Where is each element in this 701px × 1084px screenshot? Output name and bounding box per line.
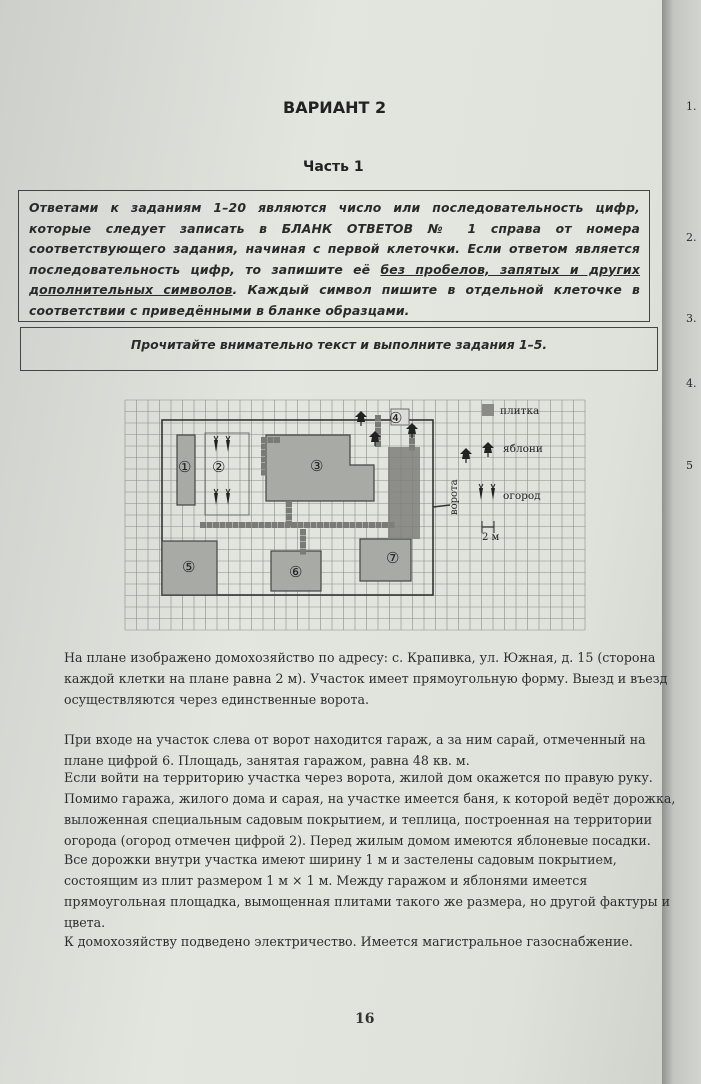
page-number: 16 — [355, 1011, 375, 1027]
paragraph-5: К домохозяйству подведено электричество. Имеется магистральное газоснабжение. — [64, 934, 633, 949]
part-title: Часть 1 — [303, 159, 364, 175]
label-5: ⑤ — [182, 558, 196, 576]
instructions-text: Ответами к заданиям 1–20 являются число или последовательность цифр, которые следует записать в БЛАНК ОТВЕТОВ № 1 справа от номера соответствующего задания, начиная с первой клеточки. Если ответом является последовательность цифр, то запишите её без пробелов, запятых и других дополнительных символов. Каждый символ пишите в отдельной клеточке в соответствии с приведёнными в бланке образцами. — [29, 200, 640, 318]
legend-tile-swatch — [482, 404, 494, 416]
label-3: ③ — [310, 457, 324, 475]
paved-area — [388, 447, 420, 539]
label-2: ② — [212, 458, 226, 476]
side-number-4: 4. — [686, 377, 697, 390]
side-number-1: 1. — [686, 100, 697, 113]
gate-label: ворота — [449, 479, 460, 515]
instructions-box — [18, 190, 650, 322]
legend-apple: яблони — [503, 443, 543, 455]
paragraph-4: Все дорожки внутри участка имеют ширину 1 м и застелены садовым покрытием, состоящим из плит размером 1 м × 1 м. Между гаражом и яблонями имеется прямоугольная площадка, вымощенная плитами такого же размера, но другой фактуры и цвета. — [64, 852, 671, 930]
legend-tiles: плитка — [500, 405, 540, 417]
site-plan — [120, 395, 590, 635]
task-header: Прочитайте внимательно текст и выполните задания 1–5. — [130, 337, 548, 352]
paragraph-2: При входе на участок слева от ворот находится гараж, а за ним сарай, отмеченный на плане цифрой 6. Площадь, занятая гаражом, равна 48 кв. м. — [64, 732, 646, 768]
label-7: ⑦ — [386, 549, 400, 567]
task-header-box — [20, 327, 658, 371]
side-number-5: 5 — [686, 459, 693, 472]
side-number-2: 2. — [686, 231, 697, 244]
legend-garden: огород — [503, 490, 541, 502]
label-6: ⑥ — [289, 563, 303, 581]
paragraph-1: На плане изображено домохозяйство по адресу: с. Крапивка, ул. Южная, д. 15 (сторона каждой клетки на плане равна 2 м). Участок имеет прямоугольную форму. Выезд и въезд осуществляются через единственные ворота. — [64, 650, 668, 707]
side-number-3: 3. — [686, 312, 697, 325]
variant-title: ВАРИАНТ 2 — [283, 98, 387, 117]
instructions-underlined: без пробелов, запятых и других дополнительных символов — [29, 261, 640, 297]
scale-label: 2 м — [482, 532, 500, 543]
paragraph-3: Если войти на территорию участка через ворота, жилой дом окажется по правую руку. Помимо гаража, жилого дома и сарая, на участке имеется баня, к которой ведёт дорожка, выложенная специальным садовым покрытием, и теплица, построенная на территории огорода (огород отмечен цифрой 2). Перед жилым домом имеются яблоневые посадки. — [64, 770, 676, 848]
label-4: ④ — [389, 409, 403, 427]
label-1: ① — [178, 458, 192, 476]
